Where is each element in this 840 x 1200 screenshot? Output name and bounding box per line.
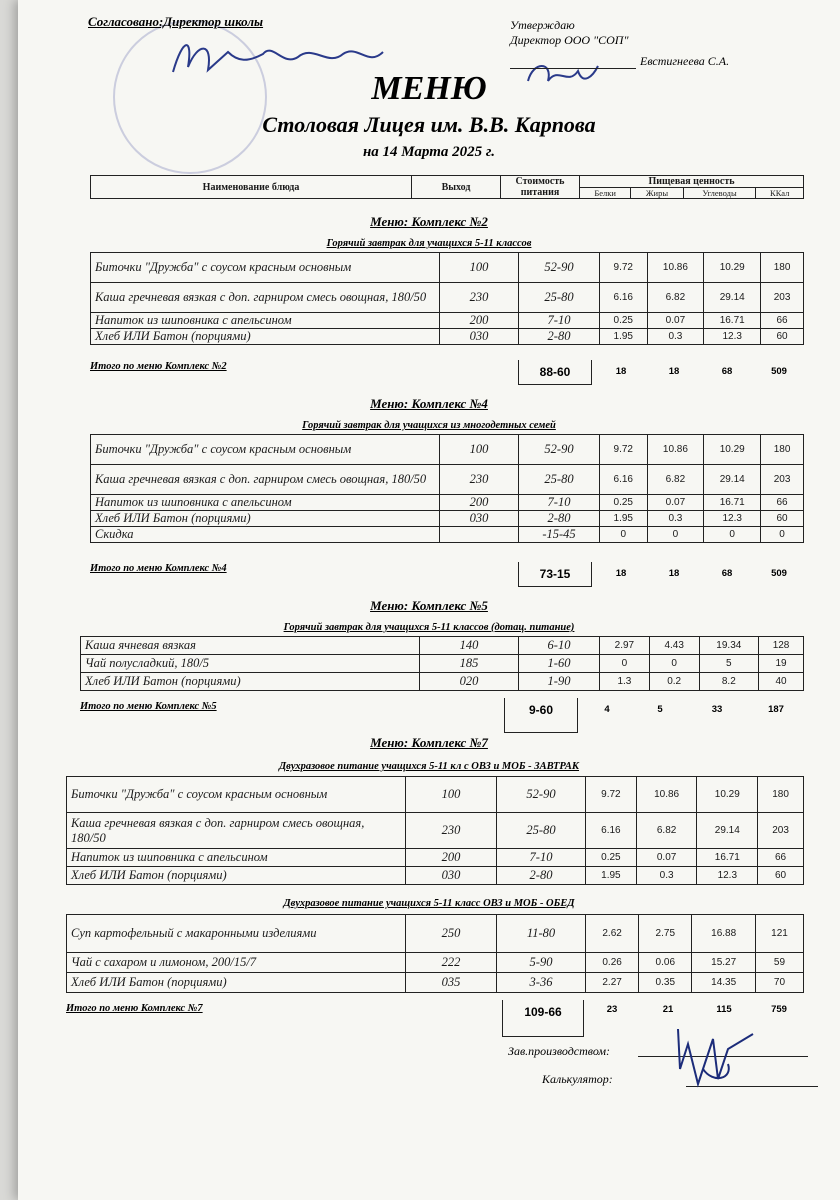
dish-proteins: 0.25 bbox=[600, 313, 648, 329]
dish-carbs: 16.88 bbox=[692, 915, 756, 953]
dish-carbs: 12.3 bbox=[697, 867, 758, 885]
dish-carbs: 19.34 bbox=[699, 637, 759, 655]
total-cost: 9-60 bbox=[504, 698, 578, 733]
dish-kcal: 128 bbox=[759, 637, 804, 655]
dish-kcal: 203 bbox=[761, 465, 804, 495]
dish-kcal: 180 bbox=[761, 435, 804, 465]
dish-fats: 0 bbox=[647, 527, 704, 543]
dish-carbs: 16.71 bbox=[704, 495, 761, 511]
menu-title: Меню: Комплекс №2 bbox=[370, 214, 488, 229]
dish-carbs: 15.27 bbox=[692, 953, 756, 973]
dish-output: 200 bbox=[440, 313, 519, 329]
dish-output: 140 bbox=[420, 637, 519, 655]
menu-table bbox=[66, 914, 804, 993]
dish-proteins: 0.26 bbox=[586, 953, 639, 973]
dish-output: 100 bbox=[440, 253, 519, 283]
dish-name: Хлеб ИЛИ Батон (порциями) bbox=[81, 673, 420, 691]
total-label: Итого по меню Комплекс №2 bbox=[90, 361, 227, 372]
dish-name: Напиток из шиповника с апельсином bbox=[91, 313, 440, 329]
menu-table bbox=[90, 252, 804, 345]
dish-carbs: 16.71 bbox=[704, 313, 761, 329]
calculator-label: Калькулятор: bbox=[542, 1072, 613, 1086]
dish-kcal: 40 bbox=[759, 673, 804, 691]
dish-kcal: 60 bbox=[758, 867, 804, 885]
table-row bbox=[91, 283, 804, 313]
table-row bbox=[67, 973, 804, 993]
dish-proteins: 2.27 bbox=[586, 973, 639, 993]
total-kcal: 509 bbox=[771, 568, 787, 579]
dish-kcal: 19 bbox=[759, 655, 804, 673]
dish-proteins: 0.25 bbox=[600, 495, 648, 511]
dish-kcal: 203 bbox=[758, 813, 804, 849]
dish-proteins: 9.72 bbox=[600, 253, 648, 283]
total-kcal: 759 bbox=[771, 1004, 787, 1015]
table-row bbox=[81, 637, 804, 655]
dish-fats: 0.3 bbox=[636, 867, 697, 885]
total-carbs: 115 bbox=[716, 1004, 732, 1015]
dish-carbs: 29.14 bbox=[697, 813, 758, 849]
dish-fats: 10.86 bbox=[647, 253, 704, 283]
dish-name: Хлеб ИЛИ Батон (порциями) bbox=[67, 867, 406, 885]
dish-cost: 25-80 bbox=[497, 813, 586, 849]
dish-output: 100 bbox=[440, 435, 519, 465]
dish-kcal: 180 bbox=[758, 777, 804, 813]
table-row bbox=[67, 867, 804, 885]
dish-fats: 0 bbox=[649, 655, 699, 673]
dish-name: Биточки "Дружба" с соусом красным основным bbox=[91, 253, 440, 283]
table-row bbox=[81, 673, 804, 691]
column-header bbox=[90, 175, 804, 199]
dish-fats: 4.43 bbox=[649, 637, 699, 655]
dish-output: 030 bbox=[406, 867, 497, 885]
total-kcal: 509 bbox=[771, 366, 787, 377]
dish-name: Чай полусладкий, 180/5 bbox=[81, 655, 420, 673]
dish-fats: 10.86 bbox=[636, 777, 697, 813]
dish-proteins: 0 bbox=[600, 527, 648, 543]
group-title: Горячий завтрак для учащихся 5-11 классов (дотац. питание) bbox=[283, 622, 575, 633]
dish-fats: 0.35 bbox=[639, 973, 692, 993]
table-row bbox=[91, 253, 804, 283]
dish-output: 230 bbox=[406, 813, 497, 849]
dish-name: Каша гречневая вязкая с доп. гарниром смесь овощная, 180/50 bbox=[91, 283, 440, 313]
group-title: Двухразовое питание учащихся 5-11 кл с ОВЗ и МОБ - ЗАВТРАК bbox=[278, 761, 580, 772]
dish-name: Суп картофельный с макаронными изделиями bbox=[67, 915, 406, 953]
dish-proteins: 1.95 bbox=[600, 511, 648, 527]
dish-carbs: 12.3 bbox=[704, 511, 761, 527]
dish-fats: 0.3 bbox=[647, 511, 704, 527]
table-row bbox=[67, 953, 804, 973]
approval-right bbox=[510, 18, 729, 69]
dish-cost: 52-90 bbox=[519, 253, 600, 283]
dish-fats: 6.82 bbox=[636, 813, 697, 849]
dish-carbs: 10.29 bbox=[704, 253, 761, 283]
dish-cost: 52-90 bbox=[497, 777, 586, 813]
total-kcal: 187 bbox=[768, 704, 784, 715]
dish-carbs: 5 bbox=[699, 655, 759, 673]
dish-proteins: 1.95 bbox=[586, 867, 637, 885]
dish-proteins: 1.95 bbox=[600, 329, 648, 345]
approver-name: Евстигнеева С.А. bbox=[640, 54, 730, 68]
group-title: Двухразовое питание учащихся 5-11 класс ОВЗ и МОБ - ОБЕД bbox=[283, 898, 575, 909]
dish-carbs: 16.71 bbox=[697, 849, 758, 867]
dish-kcal: 60 bbox=[761, 511, 804, 527]
production-head-signature bbox=[658, 1024, 768, 1094]
dish-kcal: 0 bbox=[761, 527, 804, 543]
dish-name: Каша гречневая вязкая с доп. гарниром смесь овощная, 180/50 bbox=[67, 813, 406, 849]
total-fats: 18 bbox=[668, 568, 680, 579]
dish-cost: 1-90 bbox=[519, 673, 600, 691]
dish-proteins: 6.16 bbox=[600, 465, 648, 495]
dish-fats: 0.07 bbox=[636, 849, 697, 867]
dish-proteins: 1.3 bbox=[600, 673, 650, 691]
dish-cost: 5-90 bbox=[497, 953, 586, 973]
dish-kcal: 66 bbox=[761, 313, 804, 329]
dish-output: 035 bbox=[406, 973, 497, 993]
dish-cost: 2-80 bbox=[519, 329, 600, 345]
dish-name: Скидка bbox=[91, 527, 440, 543]
table-row bbox=[81, 655, 804, 673]
total-fats: 18 bbox=[668, 366, 680, 377]
total-carbs: 68 bbox=[721, 366, 733, 377]
dish-kcal: 60 bbox=[761, 329, 804, 345]
dish-cost: 3-36 bbox=[497, 973, 586, 993]
table-row bbox=[91, 495, 804, 511]
dish-cost: 2-80 bbox=[519, 511, 600, 527]
group-title: Горячий завтрак для учащихся из многодетных семей bbox=[302, 420, 556, 431]
dish-cost: 7-10 bbox=[519, 313, 600, 329]
col-nutrition: Пищевая ценность bbox=[580, 176, 804, 188]
total-proteins: 18 bbox=[615, 366, 627, 377]
col-carbs: Углеводы bbox=[683, 188, 756, 199]
menu-date: на 14 Марта 2025 г. bbox=[362, 144, 495, 160]
approve-position: Директор ООО "СОП" bbox=[510, 33, 629, 47]
menu-document bbox=[18, 0, 840, 1200]
dish-fats: 0.2 bbox=[649, 673, 699, 691]
dish-kcal: 66 bbox=[758, 849, 804, 867]
total-cost: 109-66 bbox=[502, 1000, 584, 1037]
dish-kcal: 70 bbox=[755, 973, 803, 993]
dish-output: 030 bbox=[440, 329, 519, 345]
total-proteins: 23 bbox=[606, 1004, 618, 1015]
table-row bbox=[91, 435, 804, 465]
menu-table bbox=[90, 434, 804, 543]
dish-carbs: 8.2 bbox=[699, 673, 759, 691]
table-row bbox=[91, 313, 804, 329]
dish-name: Хлеб ИЛИ Батон (порциями) bbox=[91, 329, 440, 345]
menu-title: Меню: Комплекс №7 bbox=[370, 735, 488, 750]
dish-name: Хлеб ИЛИ Батон (порциями) bbox=[67, 973, 406, 993]
dish-fats: 0.07 bbox=[647, 313, 704, 329]
col-name: Наименование блюда bbox=[91, 176, 412, 199]
table-row bbox=[91, 527, 804, 543]
dish-name: Биточки "Дружба" с соусом красным основным bbox=[67, 777, 406, 813]
dish-output: 020 bbox=[420, 673, 519, 691]
dish-cost: 25-80 bbox=[519, 465, 600, 495]
total-proteins: 4 bbox=[604, 704, 610, 715]
col-fats: Жиры bbox=[631, 188, 683, 199]
approve-label: Утверждаю bbox=[510, 18, 575, 32]
dish-output: 185 bbox=[420, 655, 519, 673]
page-title: МЕНЮ bbox=[371, 70, 487, 107]
col-proteins: Белки bbox=[580, 188, 631, 199]
dish-cost: 25-80 bbox=[519, 283, 600, 313]
dish-kcal: 121 bbox=[755, 915, 803, 953]
dish-name: Чай с сахаром и лимоном, 200/15/7 bbox=[67, 953, 406, 973]
table-row bbox=[67, 915, 804, 953]
total-carbs: 68 bbox=[721, 568, 733, 579]
dish-proteins: 2.62 bbox=[586, 915, 639, 953]
dish-output: 250 bbox=[406, 915, 497, 953]
total-fats: 5 bbox=[657, 704, 663, 715]
dish-carbs: 10.29 bbox=[697, 777, 758, 813]
dish-output: 200 bbox=[406, 849, 497, 867]
dish-proteins: 0.25 bbox=[586, 849, 637, 867]
dish-cost: 7-10 bbox=[519, 495, 600, 511]
dish-carbs: 29.14 bbox=[704, 465, 761, 495]
dish-output: 030 bbox=[440, 511, 519, 527]
table-row bbox=[91, 329, 804, 345]
dish-name: Напиток из шиповника с апельсином bbox=[67, 849, 406, 867]
dish-fats: 2.75 bbox=[639, 915, 692, 953]
total-label: Итого по меню Комплекс №4 bbox=[90, 563, 227, 574]
dish-cost: -15-45 bbox=[519, 527, 600, 543]
dish-kcal: 180 bbox=[761, 253, 804, 283]
table-row bbox=[67, 777, 804, 813]
menu-table bbox=[66, 776, 804, 885]
total-label: Итого по меню Комплекс №7 bbox=[66, 1003, 203, 1014]
dish-cost: 2-80 bbox=[497, 867, 586, 885]
total-cost: 73-15 bbox=[518, 562, 592, 587]
dish-cost: 1-60 bbox=[519, 655, 600, 673]
total-carbs: 33 bbox=[711, 704, 723, 715]
col-cost: Стоимость питания bbox=[501, 176, 580, 199]
approver-signature-line bbox=[510, 56, 636, 69]
dish-output: 230 bbox=[440, 465, 519, 495]
dish-name: Каша ячневая вязкая bbox=[81, 637, 420, 655]
menu-title: Меню: Комплекс №4 bbox=[370, 396, 488, 411]
table-row bbox=[91, 511, 804, 527]
total-proteins: 18 bbox=[615, 568, 627, 579]
dish-carbs: 10.29 bbox=[704, 435, 761, 465]
dish-proteins: 6.16 bbox=[600, 283, 648, 313]
group-title: Горячий завтрак для учащихся 5-11 классов bbox=[326, 238, 532, 249]
dish-proteins: 9.72 bbox=[586, 777, 637, 813]
col-output: Выход bbox=[412, 176, 501, 199]
total-fats: 21 bbox=[662, 1004, 674, 1015]
dish-carbs: 29.14 bbox=[704, 283, 761, 313]
dish-kcal: 66 bbox=[761, 495, 804, 511]
dish-fats: 0.3 bbox=[647, 329, 704, 345]
dish-carbs: 12.3 bbox=[704, 329, 761, 345]
dish-proteins: 2.97 bbox=[600, 637, 650, 655]
approval-left: Согласовано:Директор школы bbox=[88, 14, 264, 29]
dish-cost: 6-10 bbox=[519, 637, 600, 655]
total-label: Итого по меню Комплекс №5 bbox=[80, 701, 217, 712]
menu-title: Меню: Комплекс №5 bbox=[370, 598, 488, 613]
dish-kcal: 203 bbox=[761, 283, 804, 313]
col-kcal: ККал bbox=[756, 188, 804, 199]
dish-name: Хлеб ИЛИ Батон (порциями) bbox=[91, 511, 440, 527]
dish-fats: 0.06 bbox=[639, 953, 692, 973]
dish-name: Напиток из шиповника с апельсином bbox=[91, 495, 440, 511]
dish-carbs: 0 bbox=[704, 527, 761, 543]
dish-proteins: 6.16 bbox=[586, 813, 637, 849]
dish-output bbox=[440, 527, 519, 543]
menu-table bbox=[80, 636, 804, 691]
dish-name: Каша гречневая вязкая с доп. гарниром смесь овощная, 180/50 bbox=[91, 465, 440, 495]
dish-kcal: 59 bbox=[755, 953, 803, 973]
dish-cost: 11-80 bbox=[497, 915, 586, 953]
dish-name: Биточки "Дружба" с соусом красным основным bbox=[91, 435, 440, 465]
dish-cost: 7-10 bbox=[497, 849, 586, 867]
table-row bbox=[91, 465, 804, 495]
production-head-label: Зав.производством: bbox=[508, 1044, 611, 1058]
dish-fats: 6.82 bbox=[647, 283, 704, 313]
dish-fats: 10.86 bbox=[647, 435, 704, 465]
table-row bbox=[67, 813, 804, 849]
dish-cost: 52-90 bbox=[519, 435, 600, 465]
dish-output: 222 bbox=[406, 953, 497, 973]
dish-fats: 0.07 bbox=[647, 495, 704, 511]
dish-proteins: 9.72 bbox=[600, 435, 648, 465]
dish-output: 100 bbox=[406, 777, 497, 813]
dish-output: 200 bbox=[440, 495, 519, 511]
canteen-name: Столовая Лицея им. В.В. Карпова bbox=[262, 112, 596, 137]
dish-output: 230 bbox=[440, 283, 519, 313]
dish-fats: 6.82 bbox=[647, 465, 704, 495]
table-row bbox=[67, 849, 804, 867]
dish-carbs: 14.35 bbox=[692, 973, 756, 993]
total-cost: 88-60 bbox=[518, 360, 592, 385]
dish-proteins: 0 bbox=[600, 655, 650, 673]
